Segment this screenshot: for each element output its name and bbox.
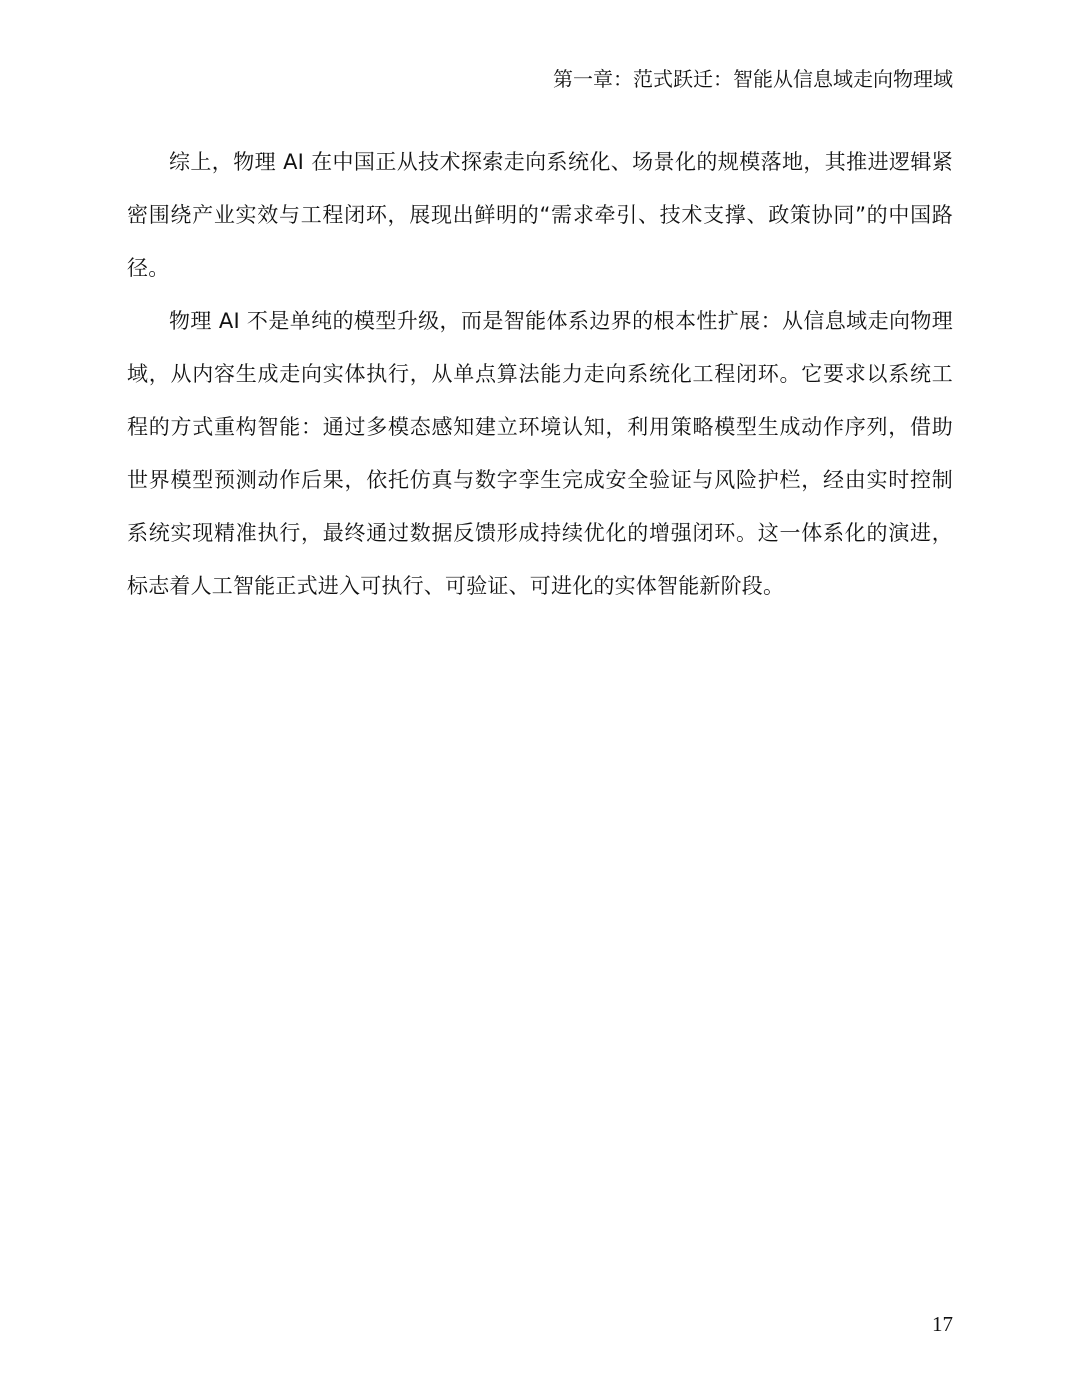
body-text: [127, 136, 953, 613]
running-header-chapter-title: 第一章：范式跃迁：智能从信息域走向物理域: [553, 67, 953, 91]
paragraph-summary: 综上，物理 AI 在中国正从技术探索走向系统化、场景化的规模落地，其推进逻辑紧密围绕产业实效与工程闭环，展现出鲜明的“需求牵引、技术支撑、政策协同”的中国路径。: [127, 150, 953, 280]
page-number: 17: [932, 1312, 953, 1336]
paragraph-physical-ai: 物理 AI 不是单纯的模型升级，而是智能体系边界的根本性扩展：从信息域走向物理域，从内容生成走向实体执行，从单点算法能力走向系统化工程闭环。它要求以系统工程的方式重构智能：通过多模态感知建立环境认知，利用策略模型生成动作序列，借助世界模型预测动作后果，依托仿真与数字孪生完成安全验证与风险护栏，经由实时控制系统实现精准执行，最终通过数据反馈形成持续优化的增强闭环。这一体系化的演进，标志着人工智能正式进入可执行、可验证、可进化的实体智能新阶段。: [127, 309, 953, 598]
